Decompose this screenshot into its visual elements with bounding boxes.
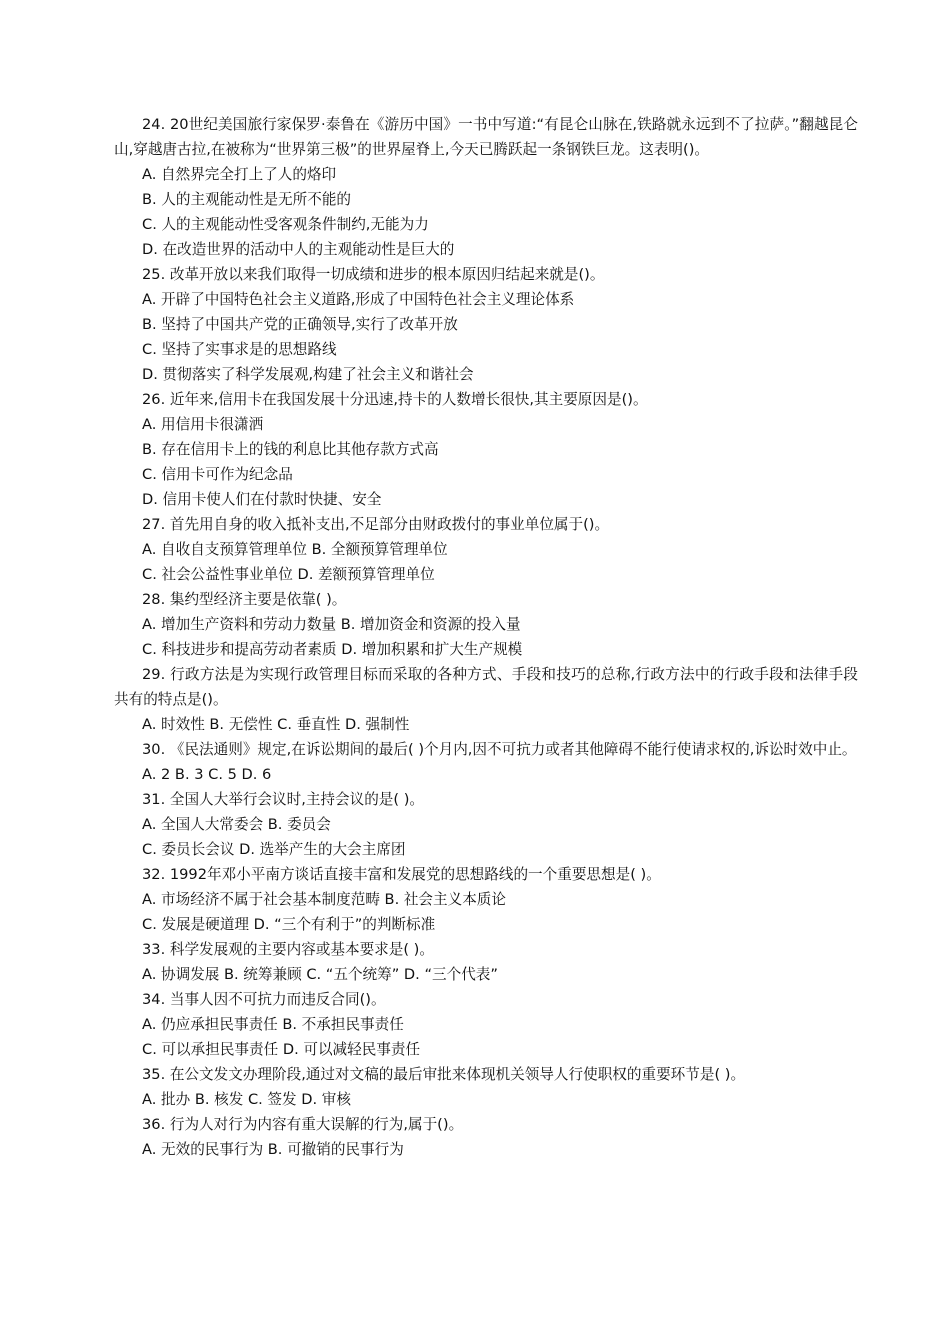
option-25-c: C. 坚持了实事求是的思想路线	[142, 341, 337, 358]
question-29: 29. 行政方法是为实现行政管理目标而采取的各种方式、手段和技巧的总称,行政方法中的行政手段和法律手段共有的特点是()。	[114, 666, 858, 708]
option-25-a: A. 开辟了中国特色社会主义道路,形成了中国特色社会主义理论体系	[142, 291, 575, 308]
options-32-ab: A. 市场经济不属于社会基本制度范畴 B. 社会主义本质论	[142, 891, 506, 908]
option-25-d: D. 贯彻落实了科学发展观,构建了社会主义和谐社会	[142, 366, 474, 383]
options-36-ab: A. 无效的民事行为 B. 可撤销的民事行为	[142, 1141, 404, 1158]
question-32: 32. 1992年邓小平南方谈话直接丰富和发展党的思想路线的一个重要思想是( )。	[142, 866, 661, 883]
question-24: 24. 20世纪美国旅行家保罗·泰鲁在《游历中国》一书中写道:“有昆仑山脉在,铁路就永远到不了拉萨。”翻越昆仑山,穿越唐古拉,在被称为“世界第三极”的世界屋脊上,今天已腾跃起一条钢铁巨龙。这表明()。	[114, 116, 858, 158]
option-24-d: D. 在改造世界的活动中人的主观能动性是巨大的	[142, 241, 455, 258]
option-25-b: B. 坚持了中国共产党的正确领导,实行了改革开放	[142, 316, 458, 333]
option-24-c: C. 人的主观能动性受客观条件制约,无能为力	[142, 216, 429, 233]
option-26-c: C. 信用卡可作为纪念品	[142, 466, 293, 483]
question-34: 34. 当事人因不可抗力而违反合同()。	[142, 991, 386, 1008]
options-32-cd: C. 发展是硬道理 D. “三个有利于”的判断标准	[142, 916, 436, 933]
options-27-cd: C. 社会公益性事业单位 D. 差额预算管理单位	[142, 566, 435, 583]
options-28-ab: A. 增加生产资料和劳动力数量 B. 增加资金和资源的投入量	[142, 616, 521, 633]
question-31: 31. 全国人大举行会议时,主持会议的是( )。	[142, 791, 425, 808]
options-31-ab: A. 全国人大常委会 B. 委员会	[142, 816, 331, 833]
question-27: 27. 首先用自身的收入抵补支出,不足部分由财政拨付的事业单位属于()。	[142, 516, 610, 533]
question-26: 26. 近年来,信用卡在我国发展十分迅速,持卡的人数增长很快,其主要原因是()。	[142, 391, 648, 408]
document-body	[114, 112, 858, 1162]
options-34-cd: C. 可以承担民事责任 D. 可以减轻民事责任	[142, 1041, 421, 1058]
options-35: A. 批办 B. 核发 C. 签发 D. 审核	[142, 1091, 351, 1108]
question-33: 33. 科学发展观的主要内容或基本要求是( )。	[142, 941, 434, 958]
question-30: 30. 《民法通则》规定,在诉讼期间的最后( )个月内,因不可抗力或者其他障碍不能行使请求权的,诉讼时效中止。	[142, 741, 857, 758]
options-34-ab: A. 仍应承担民事责任 B. 不承担民事责任	[142, 1016, 404, 1033]
question-28: 28. 集约型经济主要是依靠( )。	[142, 591, 347, 608]
option-24-b: B. 人的主观能动性是无所不能的	[142, 191, 352, 208]
options-28-cd: C. 科技进步和提高劳动者素质 D. 增加积累和扩大生产规模	[142, 641, 523, 658]
options-31-cd: C. 委员长会议 D. 选举产生的大会主席团	[142, 841, 406, 858]
option-24-a: A. 自然界完全打上了人的烙印	[142, 166, 337, 183]
options-27-ab: A. 自收自支预算管理单位 B. 全额预算管理单位	[142, 541, 448, 558]
options-33: A. 协调发展 B. 统筹兼顾 C. “五个统筹” D. “三个代表”	[142, 966, 498, 983]
option-26-a: A. 用信用卡很潇洒	[142, 416, 264, 433]
options-29: A. 时效性 B. 无偿性 C. 垂直性 D. 强制性	[142, 716, 410, 733]
question-36: 36. 行为人对行为内容有重大误解的行为,属于()。	[142, 1116, 464, 1133]
options-30: A. 2 B. 3 C. 5 D. 6	[142, 766, 272, 783]
option-26-b: B. 存在信用卡上的钱的利息比其他存款方式高	[142, 441, 439, 458]
question-25: 25. 改革开放以来我们取得一切成绩和进步的根本原因归结起来就是()。	[142, 266, 605, 283]
question-35: 35. 在公文发文办理阶段,通过对文稿的最后审批来体现机关领导人行使职权的重要环节是( )。	[142, 1066, 746, 1083]
option-26-d: D. 信用卡使人们在付款时快捷、安全	[142, 491, 382, 508]
